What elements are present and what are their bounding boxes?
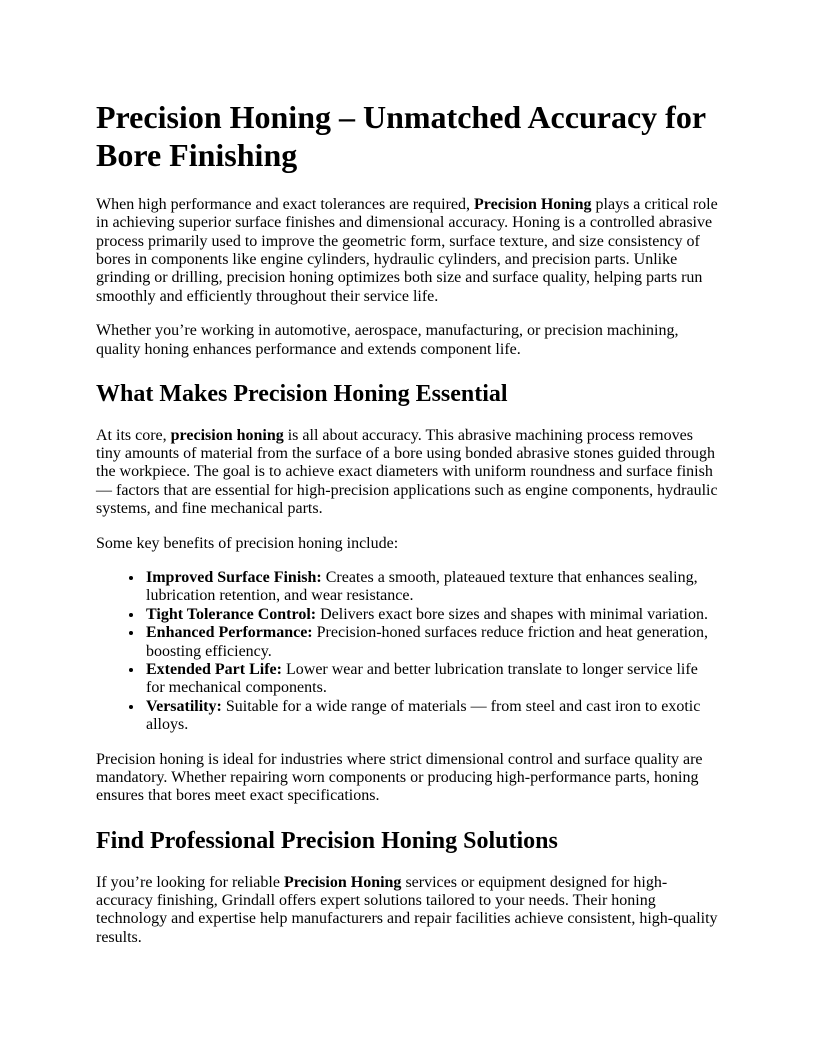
section-heading-what-makes: What Makes Precision Honing Essential	[96, 380, 508, 407]
section1-paragraph-2: Some key benefits of precision honing include:	[96, 534, 399, 552]
document-title: Precision Honing – Unmatched Accuracy for Bore Finishing	[96, 99, 706, 174]
list-item: • Enhanced Performance: Precision-honed surfaces reduce friction and heat generation, boosting efficiency.	[144, 624, 720, 661]
intro-paragraph-1: When high performance and exact tolerances are required, Precision Honing plays a critical role in achieving superior surface finishes and dimensional accuracy. Honing is a controlled abrasive process primarily used to improve the geometric form, surface texture, and size consistency of bores in components like engine cylinders, hydraulic cylinders, and precision parts. Unlike grinding or drilling, precision honing optimizes both size and surface quality, helping parts run smoothly and efficiently throughout their service life.	[96, 195, 718, 305]
benefits-list	[96, 569, 720, 735]
list-item: • Tight Tolerance Control: Delivers exact bore sizes and shapes with minimal variation.	[144, 606, 720, 624]
section1-paragraph-1: At its core, precision honing is all about accuracy. This abrasive machining process removes tiny amounts of material from the surface of a bore using bonded abrasive stones guided through the workpiece. The goal is to achieve exact diameters with uniform roundness and surface finish — factors that are essential for high-precision applications such as engine components, hydraulic systems, and fine mechanical parts.	[96, 426, 718, 518]
list-item: • Versatility: Suitable for a wide range of materials — from steel and cast iron to exotic alloys.	[144, 698, 720, 735]
section2-paragraph-1: If you’re looking for reliable Precision Honing services or equipment designed for high-accuracy finishing, Grindall offers expert solutions tailored to your needs. Their honing technology and expertise help manufacturers and repair facilities achieve consistent, high-quality results.	[96, 873, 718, 946]
section-heading-find-professional: Find Professional Precision Honing Solutions	[96, 827, 558, 854]
section1-paragraph-3: Precision honing is ideal for industries where strict dimensional control and surface quality are mandatory. Whether repairing worn components or producing high-performance parts, honing ensures that bores meet exact specifications.	[96, 750, 703, 805]
list-item: • Extended Part Life: Lower wear and better lubrication translate to longer service life for mechanical components.	[144, 661, 720, 698]
intro-paragraph-2: Whether you’re working in automotive, aerospace, manufacturing, or precision machining, quality honing enhances performance and extends component life.	[96, 322, 679, 358]
list-item: • Improved Surface Finish: Creates a smooth, plateaued texture that enhances sealing, lubrication retention, and wear resistance.	[144, 569, 720, 606]
